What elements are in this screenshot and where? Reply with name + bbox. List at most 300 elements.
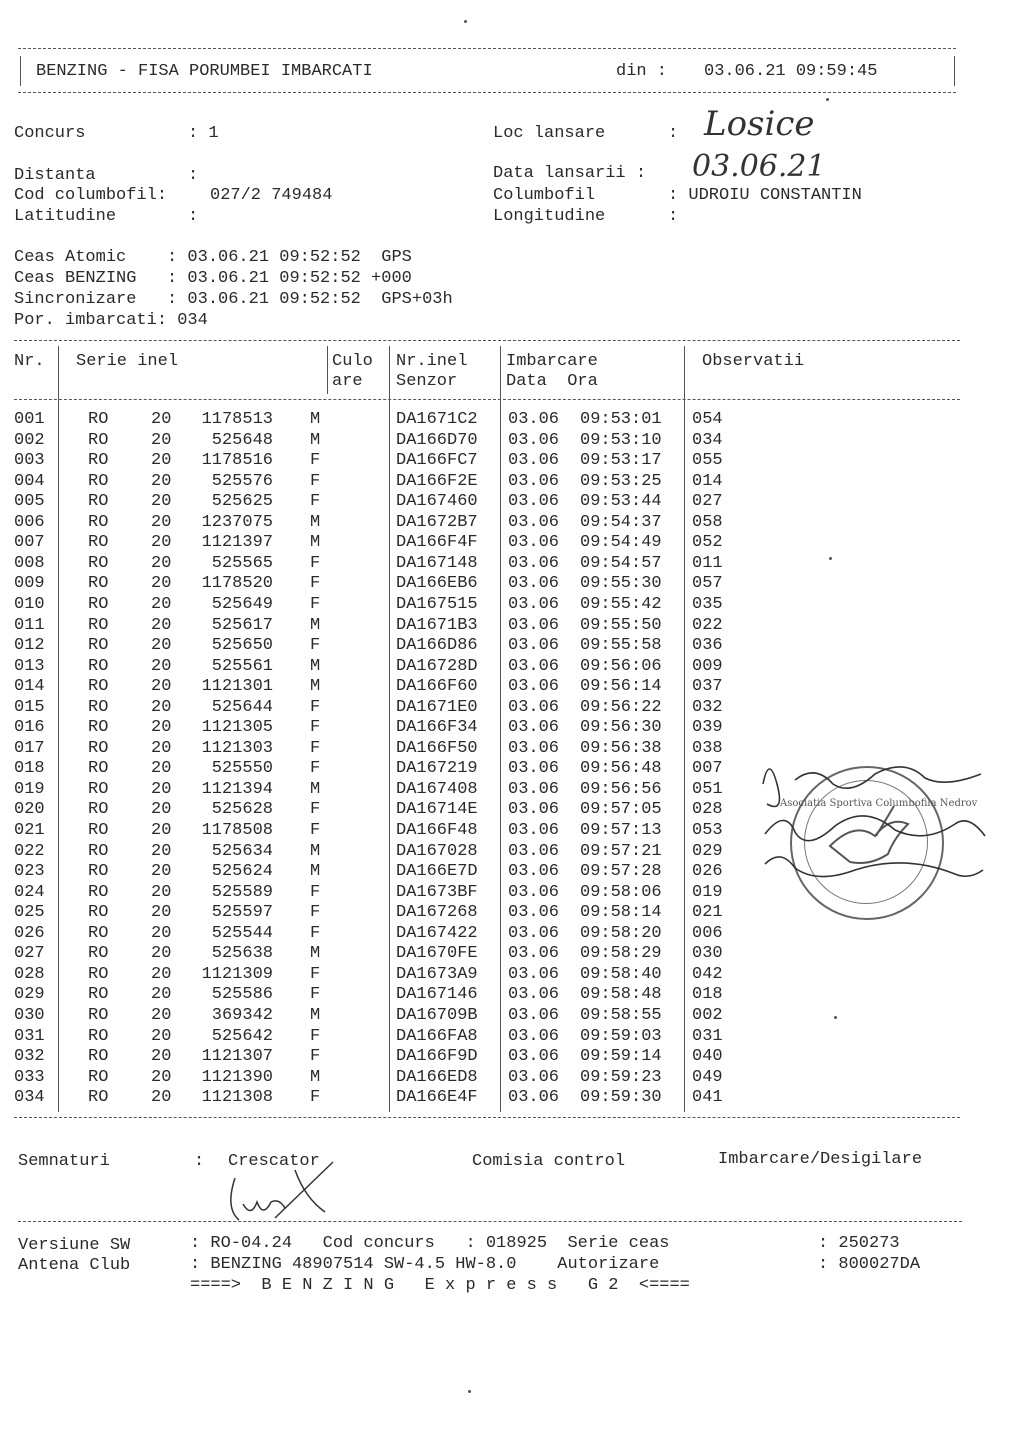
row-an: 20: [151, 553, 172, 573]
row-an: 20: [151, 451, 172, 471]
row-nr: 019: [14, 779, 45, 799]
row-inel: 1178520: [201, 574, 273, 594]
row-observatii: 009: [692, 656, 723, 676]
header-left-edge: [20, 56, 21, 86]
row-inel: 525624: [211, 862, 273, 882]
row-data: 03.06: [508, 985, 560, 1005]
row-nr: 007: [14, 533, 45, 553]
row-tara: RO: [88, 923, 109, 943]
columbofil-value: : UDROIU CONSTANTIN: [668, 186, 862, 205]
row-data: 03.06: [508, 862, 560, 882]
row-inel: 369342: [211, 1005, 273, 1025]
table-row: [0, 965, 960, 986]
row-observatii: 028: [692, 800, 723, 820]
table-row: [0, 533, 960, 554]
row-sex: M: [310, 841, 321, 861]
row-an: 20: [151, 821, 172, 840]
row-ora: 09:58:55: [580, 1005, 662, 1025]
row-sex: M: [310, 533, 321, 553]
row-data: 03.06: [508, 656, 560, 676]
row-an: 20: [151, 471, 172, 491]
table-row: [0, 1088, 960, 1109]
row-inel: 1121308: [201, 1088, 273, 1108]
concurs-label: Concurs: [14, 124, 86, 143]
row-observatii: 027: [692, 492, 723, 512]
row-senzor: DA16709B: [396, 1005, 478, 1025]
row-nr: 005: [14, 492, 45, 512]
longitudine-value: :: [668, 207, 679, 226]
row-observatii: 022: [692, 615, 723, 635]
serie-ceas-value: : 250273: [818, 1234, 900, 1253]
crescator-label: Crescator: [228, 1152, 320, 1171]
row-an: 20: [151, 410, 172, 429]
table-row: [0, 1068, 960, 1089]
table-row: [0, 718, 960, 739]
row-an: 20: [151, 862, 172, 882]
row-observatii: 007: [692, 759, 723, 779]
table-row: [0, 985, 960, 1006]
row-sex: F: [310, 738, 321, 758]
table-row: [0, 636, 960, 657]
row-ora: 09:58:06: [580, 882, 662, 902]
row-senzor: DA167408: [396, 779, 478, 799]
row-observatii: 006: [692, 923, 723, 943]
row-observatii: 021: [692, 903, 723, 923]
table-row: [0, 1006, 960, 1027]
versiune-sw-details: : RO-04.24 Cod concurs : 018925 Serie ceas: [190, 1234, 670, 1253]
scan-speck: [468, 1390, 471, 1393]
loc-lansare-label: Loc lansare: [493, 124, 606, 143]
row-an: 20: [151, 636, 172, 656]
row-tara: RO: [88, 677, 109, 697]
row-inel: 525628: [211, 800, 273, 820]
row-senzor: DA166F60: [396, 677, 478, 697]
row-data: 03.06: [508, 841, 560, 861]
row-ora: 09:54:57: [580, 553, 662, 573]
row-inel: 1121301: [201, 677, 273, 697]
row-ora: 09:53:44: [580, 492, 662, 512]
data-lansarii-label: Data lansarii :: [493, 164, 647, 183]
row-senzor: DA1671C2: [396, 410, 478, 429]
din-label: din :: [616, 62, 668, 81]
header-right-edge: [954, 56, 955, 86]
row-data: 03.06: [508, 677, 560, 697]
row-inel: 1121309: [201, 964, 273, 984]
row-ora: 09:58:20: [580, 923, 662, 943]
header-bottom-border: [18, 92, 956, 93]
row-inel: 1121394: [201, 779, 273, 799]
row-data: 03.06: [508, 718, 560, 738]
row-observatii: 049: [692, 1067, 723, 1087]
row-data: 03.06: [508, 1005, 560, 1025]
row-inel: 525617: [211, 615, 273, 635]
row-senzor: DA166FC7: [396, 451, 478, 471]
row-sex: M: [310, 677, 321, 697]
scan-speck: [829, 557, 832, 560]
loc-lansare-sep: :: [668, 124, 679, 143]
row-nr: 034: [14, 1088, 45, 1108]
row-tara: RO: [88, 656, 109, 676]
col-header-nr: Nr.: [14, 352, 45, 371]
row-senzor: DA166F9D: [396, 1047, 478, 1067]
row-observatii: 038: [692, 738, 723, 758]
row-data: 03.06: [508, 759, 560, 779]
row-observatii: 055: [692, 451, 723, 471]
row-sex: F: [310, 821, 321, 840]
row-an: 20: [151, 1026, 172, 1046]
row-nr: 017: [14, 738, 45, 758]
row-tara: RO: [88, 964, 109, 984]
row-senzor: DA167028: [396, 841, 478, 861]
row-senzor: DA166F4F: [396, 533, 478, 553]
row-sex: M: [310, 1067, 321, 1087]
semnaturi-label: Semnaturi: [18, 1152, 110, 1171]
antena-club-label: Antena Club: [18, 1256, 131, 1275]
row-an: 20: [151, 903, 172, 923]
row-nr: 018: [14, 759, 45, 779]
row-data: 03.06: [508, 779, 560, 799]
row-observatii: 011: [692, 553, 723, 573]
row-inel: 1121390: [201, 1067, 273, 1087]
row-nr: 029: [14, 985, 45, 1005]
row-ora: 09:53:17: [580, 451, 662, 471]
row-senzor: DA1673BF: [396, 882, 478, 902]
row-senzor: DA167148: [396, 553, 478, 573]
row-tara: RO: [88, 718, 109, 738]
row-sex: M: [310, 779, 321, 799]
row-sex: M: [310, 944, 321, 964]
row-observatii: 018: [692, 985, 723, 1005]
row-inel: 525561: [211, 656, 273, 676]
row-ora: 09:58:29: [580, 944, 662, 964]
row-sex: F: [310, 471, 321, 491]
footer-top-border: [18, 1221, 962, 1222]
table-row: [0, 410, 960, 431]
row-sex: M: [310, 656, 321, 676]
row-nr: 020: [14, 800, 45, 820]
row-inel: 1121397: [201, 533, 273, 553]
row-tara: RO: [88, 862, 109, 882]
table-row: [0, 1047, 960, 1068]
col-header-imbarcare-2: Data Ora: [506, 372, 598, 391]
row-an: 20: [151, 800, 172, 820]
row-tara: RO: [88, 738, 109, 758]
row-an: 20: [151, 944, 172, 964]
row-tara: RO: [88, 594, 109, 614]
row-tara: RO: [88, 636, 109, 656]
row-inel: 525625: [211, 492, 273, 512]
row-sex: M: [310, 430, 321, 450]
versiune-sw-label: Versiune SW: [18, 1236, 131, 1255]
row-nr: 002: [14, 430, 45, 450]
row-data: 03.06: [508, 615, 560, 635]
row-senzor: DA16728D: [396, 656, 478, 676]
row-senzor: DA167515: [396, 594, 478, 614]
ceas-benzing: Ceas BENZING : 03.06.21 09:52:52 +000: [14, 269, 412, 288]
row-tara: RO: [88, 410, 109, 429]
row-ora: 09:56:22: [580, 697, 662, 717]
row-sex: F: [310, 964, 321, 984]
row-ora: 09:55:58: [580, 636, 662, 656]
row-ora: 09:57:28: [580, 862, 662, 882]
col-header-serie-inel: Serie inel: [76, 352, 179, 371]
row-inel: 525642: [211, 1026, 273, 1046]
row-data: 03.06: [508, 574, 560, 594]
row-nr: 031: [14, 1026, 45, 1046]
cod-columbofil-label: Cod columbofil:: [14, 186, 168, 205]
row-sex: F: [310, 636, 321, 656]
row-senzor: DA166FA8: [396, 1026, 478, 1046]
porumbei-imbarcati-count: Por. imbarcati: 034: [14, 311, 208, 330]
row-observatii: 034: [692, 430, 723, 450]
row-inel: 525565: [211, 553, 273, 573]
crescator-signature-icon: [225, 1158, 345, 1238]
row-an: 20: [151, 779, 172, 799]
row-an: 20: [151, 923, 172, 943]
row-nr: 030: [14, 1005, 45, 1025]
row-observatii: 014: [692, 471, 723, 491]
row-data: 03.06: [508, 1047, 560, 1067]
row-senzor: DA166D86: [396, 636, 478, 656]
row-data: 03.06: [508, 923, 560, 943]
row-senzor: DA166F50: [396, 738, 478, 758]
row-nr: 022: [14, 841, 45, 861]
row-nr: 006: [14, 512, 45, 532]
row-data: 03.06: [508, 697, 560, 717]
row-data: 03.06: [508, 533, 560, 553]
row-sex: M: [310, 1005, 321, 1025]
col-sep-serie-header: [327, 346, 328, 394]
row-ora: 09:58:40: [580, 964, 662, 984]
row-tara: RO: [88, 697, 109, 717]
row-tara: RO: [88, 779, 109, 799]
row-senzor: DA167146: [396, 985, 478, 1005]
row-tara: RO: [88, 800, 109, 820]
row-sex: F: [310, 1026, 321, 1046]
row-observatii: 054: [692, 410, 723, 429]
row-senzor: DA1670FE: [396, 944, 478, 964]
row-data: 03.06: [508, 553, 560, 573]
row-nr: 012: [14, 636, 45, 656]
row-sex: M: [310, 410, 321, 429]
table-row: [0, 472, 960, 493]
row-data: 03.06: [508, 800, 560, 820]
row-nr: 028: [14, 964, 45, 984]
row-observatii: 037: [692, 677, 723, 697]
row-nr: 013: [14, 656, 45, 676]
row-ora: 09:55:42: [580, 594, 662, 614]
row-observatii: 030: [692, 944, 723, 964]
row-inel: 525634: [211, 841, 273, 861]
semnaturi-sep: :: [194, 1152, 205, 1171]
table-header-bottom-border: [14, 399, 960, 400]
row-sex: F: [310, 923, 321, 943]
row-inel: 525650: [211, 636, 273, 656]
row-nr: 010: [14, 594, 45, 614]
row-tara: RO: [88, 615, 109, 635]
row-ora: 09:53:01: [580, 410, 662, 429]
row-tara: RO: [88, 1005, 109, 1025]
row-ora: 09:54:37: [580, 512, 662, 532]
row-tara: RO: [88, 512, 109, 532]
row-an: 20: [151, 841, 172, 861]
document-title: BENZING - FISA PORUMBEI IMBARCATI: [36, 62, 373, 81]
row-nr: 003: [14, 451, 45, 471]
row-nr: 001: [14, 410, 45, 429]
row-inel: 1178513: [201, 410, 273, 429]
table-row: [0, 924, 960, 945]
row-senzor: DA166EB6: [396, 574, 478, 594]
row-data: 03.06: [508, 1067, 560, 1087]
col-header-nr-inel-2: Senzor: [396, 372, 458, 391]
row-an: 20: [151, 718, 172, 738]
row-inel: 525586: [211, 985, 273, 1005]
antena-club-details: : BENZING 48907514 SW-4.5 HW-8.0 Autorizare: [190, 1255, 660, 1274]
row-observatii: 029: [692, 841, 723, 861]
latitudine-label: Latitudine: [14, 207, 117, 226]
row-nr: 021: [14, 821, 45, 840]
row-sex: M: [310, 615, 321, 635]
row-inel: 525644: [211, 697, 273, 717]
row-data: 03.06: [508, 471, 560, 491]
row-observatii: 042: [692, 964, 723, 984]
row-senzor: DA1672B7: [396, 512, 478, 532]
row-ora: 09:55:50: [580, 615, 662, 635]
row-data: 03.06: [508, 738, 560, 758]
row-data: 03.06: [508, 944, 560, 964]
row-observatii: 039: [692, 718, 723, 738]
row-sex: F: [310, 697, 321, 717]
row-sex: F: [310, 1088, 321, 1108]
imbarcare-desigilare-label: Imbarcare/Desigilare: [718, 1150, 923, 1169]
row-senzor: DA1671E0: [396, 697, 478, 717]
row-an: 20: [151, 574, 172, 594]
row-an: 20: [151, 430, 172, 450]
row-observatii: 058: [692, 512, 723, 532]
din-timestamp: 03.06.21 09:59:45: [704, 62, 878, 81]
row-ora: 09:54:49: [580, 533, 662, 553]
row-sex: F: [310, 759, 321, 779]
row-inel: 525544: [211, 923, 273, 943]
row-tara: RO: [88, 574, 109, 594]
row-nr: 033: [14, 1067, 45, 1087]
table-row: [0, 595, 960, 616]
row-an: 20: [151, 985, 172, 1005]
row-senzor: DA167460: [396, 492, 478, 512]
row-sex: F: [310, 492, 321, 512]
distanta-label: Distanta: [14, 166, 96, 185]
header-top-border: [18, 48, 956, 49]
row-ora: 09:56:30: [580, 718, 662, 738]
row-observatii: 051: [692, 779, 723, 799]
row-ora: 09:56:06: [580, 656, 662, 676]
row-senzor: DA166ED8: [396, 1067, 478, 1087]
row-an: 20: [151, 1088, 172, 1108]
row-ora: 09:56:48: [580, 759, 662, 779]
comisia-control-label: Comisia control: [472, 1152, 626, 1171]
table-row: [0, 944, 960, 965]
row-senzor: DA166D70: [396, 430, 478, 450]
row-sex: F: [310, 1047, 321, 1067]
benzing-express-banner: ====> B E N Z I N G E x p r e s s G 2 <====: [190, 1276, 690, 1295]
col-header-observatii: Observatii: [702, 352, 805, 371]
row-inel: 525648: [211, 430, 273, 450]
table-row: [0, 554, 960, 575]
row-tara: RO: [88, 1047, 109, 1067]
row-ora: 09:56:14: [580, 677, 662, 697]
row-an: 20: [151, 615, 172, 635]
row-an: 20: [151, 656, 172, 676]
row-data: 03.06: [508, 821, 560, 840]
row-data: 03.06: [508, 1026, 560, 1046]
row-nr: 016: [14, 718, 45, 738]
row-an: 20: [151, 759, 172, 779]
row-sex: F: [310, 800, 321, 820]
row-ora: 09:59:03: [580, 1026, 662, 1046]
row-nr: 032: [14, 1047, 45, 1067]
scan-speck: [826, 98, 829, 101]
row-tara: RO: [88, 903, 109, 923]
row-observatii: 002: [692, 1005, 723, 1025]
row-nr: 024: [14, 882, 45, 902]
row-nr: 027: [14, 944, 45, 964]
row-observatii: 057: [692, 574, 723, 594]
row-an: 20: [151, 512, 172, 532]
table-bottom-border: [14, 1117, 960, 1118]
row-observatii: 040: [692, 1047, 723, 1067]
row-an: 20: [151, 677, 172, 697]
row-tara: RO: [88, 821, 109, 840]
table-row: [0, 574, 960, 595]
row-data: 03.06: [508, 1088, 560, 1108]
row-sex: M: [310, 862, 321, 882]
row-tara: RO: [88, 1026, 109, 1046]
row-data: 03.06: [508, 430, 560, 450]
row-sex: F: [310, 553, 321, 573]
row-senzor: DA1673A9: [396, 964, 478, 984]
row-sex: F: [310, 882, 321, 902]
row-senzor: DA166F48: [396, 821, 478, 840]
row-sex: F: [310, 985, 321, 1005]
col-header-imbarcare-1: Imbarcare: [506, 352, 598, 371]
row-senzor: DA166E7D: [396, 862, 478, 882]
row-nr: 004: [14, 471, 45, 491]
row-senzor: DA167268: [396, 903, 478, 923]
row-inel: 1178508: [201, 821, 273, 840]
row-nr: 014: [14, 677, 45, 697]
row-data: 03.06: [508, 451, 560, 471]
autorizare-value: : 800027DA: [818, 1255, 921, 1274]
row-tara: RO: [88, 533, 109, 553]
col-header-nr-inel-1: Nr.inel: [396, 352, 468, 371]
row-inel: 1237075: [201, 512, 273, 532]
row-tara: RO: [88, 1088, 109, 1108]
row-an: 20: [151, 964, 172, 984]
row-inel: 1121305: [201, 718, 273, 738]
row-inel: 525550: [211, 759, 273, 779]
row-an: 20: [151, 738, 172, 758]
row-nr: 025: [14, 903, 45, 923]
row-an: 20: [151, 882, 172, 902]
row-senzor: DA167219: [396, 759, 478, 779]
row-inel: 525638: [211, 944, 273, 964]
distanta-value: :: [188, 166, 199, 185]
row-ora: 09:58:14: [580, 903, 662, 923]
row-observatii: 053: [692, 821, 723, 840]
row-nr: 008: [14, 553, 45, 573]
row-ora: 09:56:56: [580, 779, 662, 799]
table-row: [0, 698, 960, 719]
